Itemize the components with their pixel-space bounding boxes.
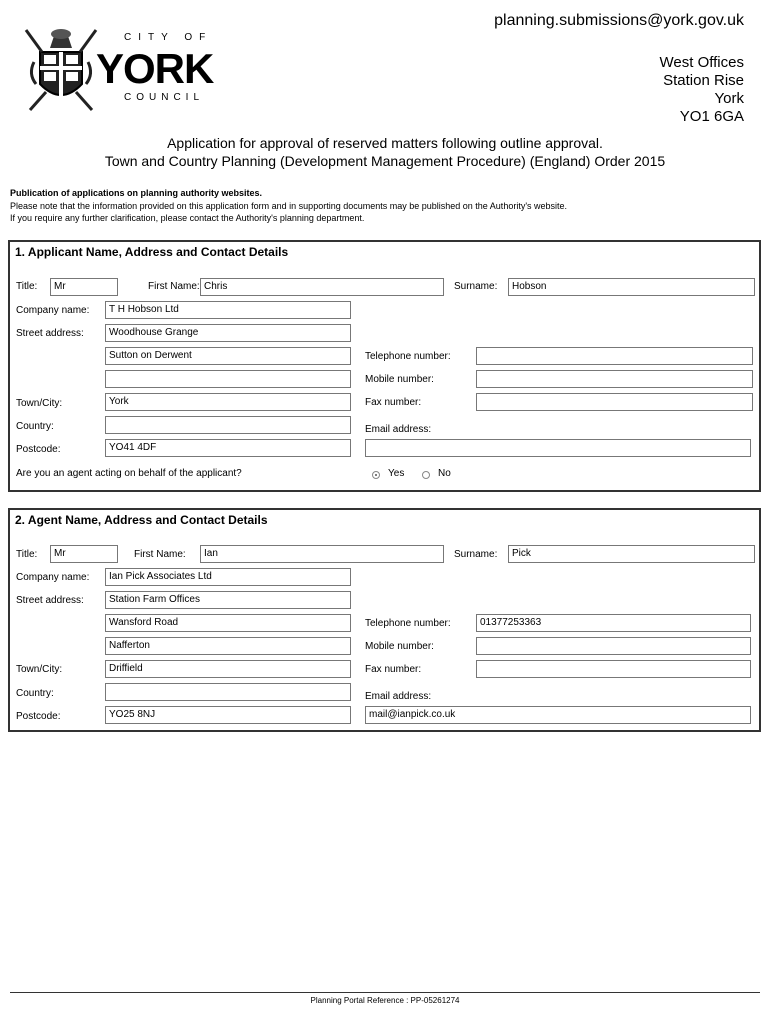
applicant-street-2-field[interactable]: Sutton on Derwent xyxy=(105,347,351,365)
agent-fax-label: Fax number: xyxy=(365,664,422,675)
applicant-mobile-field[interactable] xyxy=(476,370,753,388)
applicant-street-label: Street address: xyxy=(16,328,84,339)
agent-email-label: Email address: xyxy=(365,691,432,702)
applicant-surname-label: Surname: xyxy=(454,281,498,292)
planning-portal-reference: Planning Portal Reference : PP-05261274 xyxy=(310,996,460,1005)
agent-street-3-field[interactable]: Nafferton xyxy=(105,637,351,655)
submissions-email: planning.submissions@york.gov.uk xyxy=(494,12,744,29)
applicant-title-field[interactable]: Mr xyxy=(50,278,118,296)
agent-country-field[interactable] xyxy=(105,683,351,701)
agent-email-field[interactable]: mail@ianpick.co.uk xyxy=(365,706,751,724)
agent-mobile-field[interactable] xyxy=(476,637,751,655)
agent-title-field[interactable]: Mr xyxy=(50,545,118,563)
applicant-telephone-field[interactable] xyxy=(476,347,753,365)
agent-street-1-field[interactable]: Station Farm Offices xyxy=(105,591,351,609)
applicant-company-label: Company name: xyxy=(16,305,90,316)
applicant-email-field[interactable] xyxy=(365,439,751,457)
applicant-section xyxy=(8,240,761,492)
agent-town-field[interactable]: Driffield xyxy=(105,660,351,678)
applicant-street-1-field[interactable]: Woodhouse Grange xyxy=(105,324,351,342)
agent-company-field[interactable]: Ian Pick Associates Ltd xyxy=(105,568,351,586)
applicant-country-label: Country: xyxy=(16,421,54,432)
agent-street-2-field[interactable]: Wansford Road xyxy=(105,614,351,632)
applicant-postcode-label: Postcode: xyxy=(16,444,61,455)
agent-yes-label: Yes xyxy=(388,468,405,479)
agent-first-name-label: First Name: xyxy=(134,549,186,560)
applicant-fax-label: Fax number: xyxy=(365,397,422,408)
agent-telephone-field[interactable]: 01377253363 xyxy=(476,614,751,632)
agent-town-label: Town/City: xyxy=(16,664,63,675)
logo-york: YORK xyxy=(96,45,214,92)
agent-postcode-label: Postcode: xyxy=(16,711,61,722)
agent-surname-field[interactable]: Pick xyxy=(508,545,755,563)
applicant-street-3-field[interactable] xyxy=(105,370,351,388)
agent-no-radio[interactable] xyxy=(422,471,430,479)
agent-section xyxy=(8,508,761,732)
city-of-york-logo xyxy=(22,22,242,122)
publication-heading: Publication of applications on planning authority websites. xyxy=(10,188,263,198)
agent-fax-field[interactable] xyxy=(476,660,751,678)
form-title-line-2: Town and Country Planning (Development Management Procedure) (England) Order 2015 xyxy=(104,153,666,169)
agent-heading: 2. Agent Name, Address and Contact Details xyxy=(15,513,268,527)
form-title-line-1: Application for approval of reserved matters following outline approval. xyxy=(167,135,603,151)
applicant-first-name-field[interactable]: Chris xyxy=(200,278,444,296)
agent-first-name-field[interactable]: Ian xyxy=(200,545,444,563)
agent-surname-label: Surname: xyxy=(454,549,498,560)
applicant-title-label: Title: xyxy=(16,281,38,292)
applicant-fax-field[interactable] xyxy=(476,393,753,411)
applicant-first-name-label: First Name: xyxy=(148,281,200,292)
applicant-company-field[interactable]: T H Hobson Ltd xyxy=(105,301,351,319)
address-line-4: YO1 6GA xyxy=(679,108,744,125)
address-line-3: York xyxy=(714,90,744,107)
applicant-town-label: Town/City: xyxy=(16,398,63,409)
applicant-heading: 1. Applicant Name, Address and Contact Details xyxy=(15,245,289,259)
applicant-town-field[interactable]: York xyxy=(105,393,351,411)
applicant-telephone-label: Telephone number: xyxy=(365,351,451,362)
applicant-mobile-label: Mobile number: xyxy=(365,374,434,385)
applicant-country-field[interactable] xyxy=(105,416,351,434)
agent-mobile-label: Mobile number: xyxy=(365,641,434,652)
footer-divider xyxy=(10,992,760,993)
agent-company-label: Company name: xyxy=(16,572,90,583)
agent-telephone-label: Telephone number: xyxy=(365,618,451,629)
publication-note-2: If you require any further clarification, please contact the Authority's planning department. xyxy=(10,213,365,223)
agent-street-label: Street address: xyxy=(16,595,84,606)
logo-council: COUNCIL xyxy=(124,92,205,103)
agent-yes-radio[interactable] xyxy=(372,471,380,479)
publication-note-1: Please note that the information provided on this application form and in supporting documents may be published on the Authority's website. xyxy=(10,201,568,211)
applicant-surname-field[interactable]: Hobson xyxy=(508,278,755,296)
logo-city-of: CITY OF xyxy=(124,32,213,43)
agent-title-label: Title: xyxy=(16,549,38,560)
agent-question-label: Are you an agent acting on behalf of the applicant? xyxy=(16,468,242,479)
agent-country-label: Country: xyxy=(16,688,54,699)
applicant-email-label: Email address: xyxy=(365,424,432,435)
agent-no-label: No xyxy=(438,468,451,479)
address-line-2: Station Rise xyxy=(663,72,744,89)
agent-postcode-field[interactable]: YO25 8NJ xyxy=(105,706,351,724)
address-line-1: West Offices xyxy=(659,54,744,71)
applicant-postcode-field[interactable]: YO41 4DF xyxy=(105,439,351,457)
coat-of-arms-icon xyxy=(22,22,100,122)
